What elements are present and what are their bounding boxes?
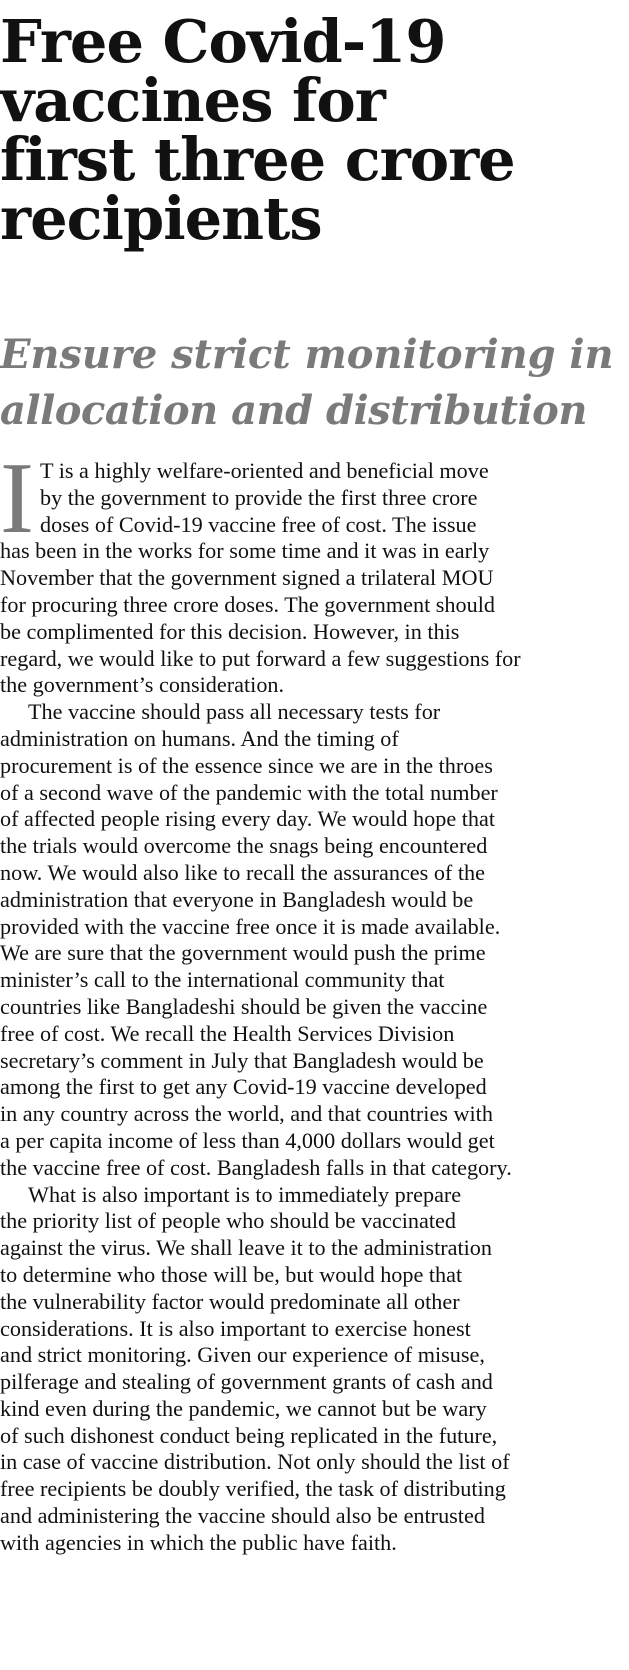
drop-cap: I [0, 442, 34, 555]
body-line: in case of vaccine distribution. Not only should the list of [0, 1449, 510, 1475]
body-line: a per capita income of less than 4,000 dollars would get [0, 1127, 495, 1153]
article-body [0, 442, 600, 1557]
body-line: administration that everyone in Bangladesh would be [0, 886, 474, 912]
body-line: considerations. It is also important to exercise honest [0, 1315, 471, 1341]
body-line: administration on humans. And the timing of [0, 725, 399, 751]
headline [0, 7, 600, 253]
body-line: the trials would overcome the snags being encountered [0, 833, 488, 859]
body-line: the government’s consideration. [0, 672, 285, 698]
body-line: of such dishonest conduct being replicated in the future, [0, 1422, 498, 1448]
body-line: We are sure that the government would push the prime [0, 940, 486, 966]
subheadline [0, 327, 614, 439]
body-line: among the first to get any Covid-19 vaccine developed [0, 1074, 487, 1100]
headline-line: recipients [0, 184, 322, 253]
subheadline-line: Ensure strict monitoring in [0, 331, 614, 378]
body-line: doses of Covid-19 vaccine free of cost. The issue [40, 511, 477, 537]
body-line: and strict monitoring. Given our experience of misuse, [0, 1342, 485, 1368]
body-line: secretary’s comment in July that Bangladesh would be [0, 1047, 484, 1073]
body-line: with agencies in which the public have faith. [0, 1529, 397, 1555]
body-line: countries like Bangladeshi should be given the vaccine [0, 993, 488, 1019]
body-line: free of cost. We recall the Health Services Division [0, 1020, 455, 1046]
body-line: the vulnerability factor would predominate all other [0, 1288, 460, 1314]
body-line: of affected people rising every day. We would hope that [0, 806, 496, 832]
body-line: for procuring three crore doses. The government should [0, 591, 495, 617]
body-line: by the government to provide the first three crore [40, 484, 478, 510]
headline-line: first three crore [0, 125, 515, 194]
body-line: to determine who those will be, but would hope that [0, 1261, 463, 1287]
body-line: The vaccine should pass all necessary tests for [28, 699, 441, 725]
body-line: provided with the vaccine free once it is made available. [0, 913, 501, 939]
body-line: the vaccine free of cost. Bangladesh falls in that category. [0, 1154, 512, 1180]
headline-line: vaccines for [0, 66, 385, 135]
body-line: regard, we would like to put forward a few suggestions for [0, 645, 521, 671]
body-line: kind even during the pandemic, we cannot but be wary [0, 1395, 487, 1421]
body-line: the priority list of people who should be vaccinated [0, 1208, 456, 1234]
body-line: now. We would also like to recall the assurances of the [0, 859, 485, 885]
body-line: pilferage and stealing of government grants of cash and [0, 1369, 493, 1395]
headline-line: Free Covid-19 [0, 7, 446, 76]
body-line: and administering the vaccine should also be entrusted [0, 1503, 485, 1529]
body-line: procurement is of the essence since we are in the throes [0, 752, 493, 778]
body-line: against the virus. We shall leave it to the administration [0, 1235, 492, 1261]
body-line: be complimented for this decision. However, in this [0, 618, 460, 644]
body-line: minister’s call to the international community that [0, 967, 445, 993]
body-line: of a second wave of the pandemic with the total number [0, 779, 498, 805]
body-line: T is a highly welfare-oriented and beneficial move [40, 458, 489, 483]
body-line: November that the government signed a trilateral MOU [0, 565, 494, 591]
body-line: in any country across the world, and that countries with [0, 1101, 493, 1127]
body-line: has been in the works for some time and it was in early [0, 538, 490, 564]
body-line: What is also important is to immediately prepare [28, 1181, 462, 1207]
body-line: free recipients be doubly verified, the task of distributing [0, 1476, 506, 1502]
subheadline-line: allocation and distribution [0, 387, 587, 434]
